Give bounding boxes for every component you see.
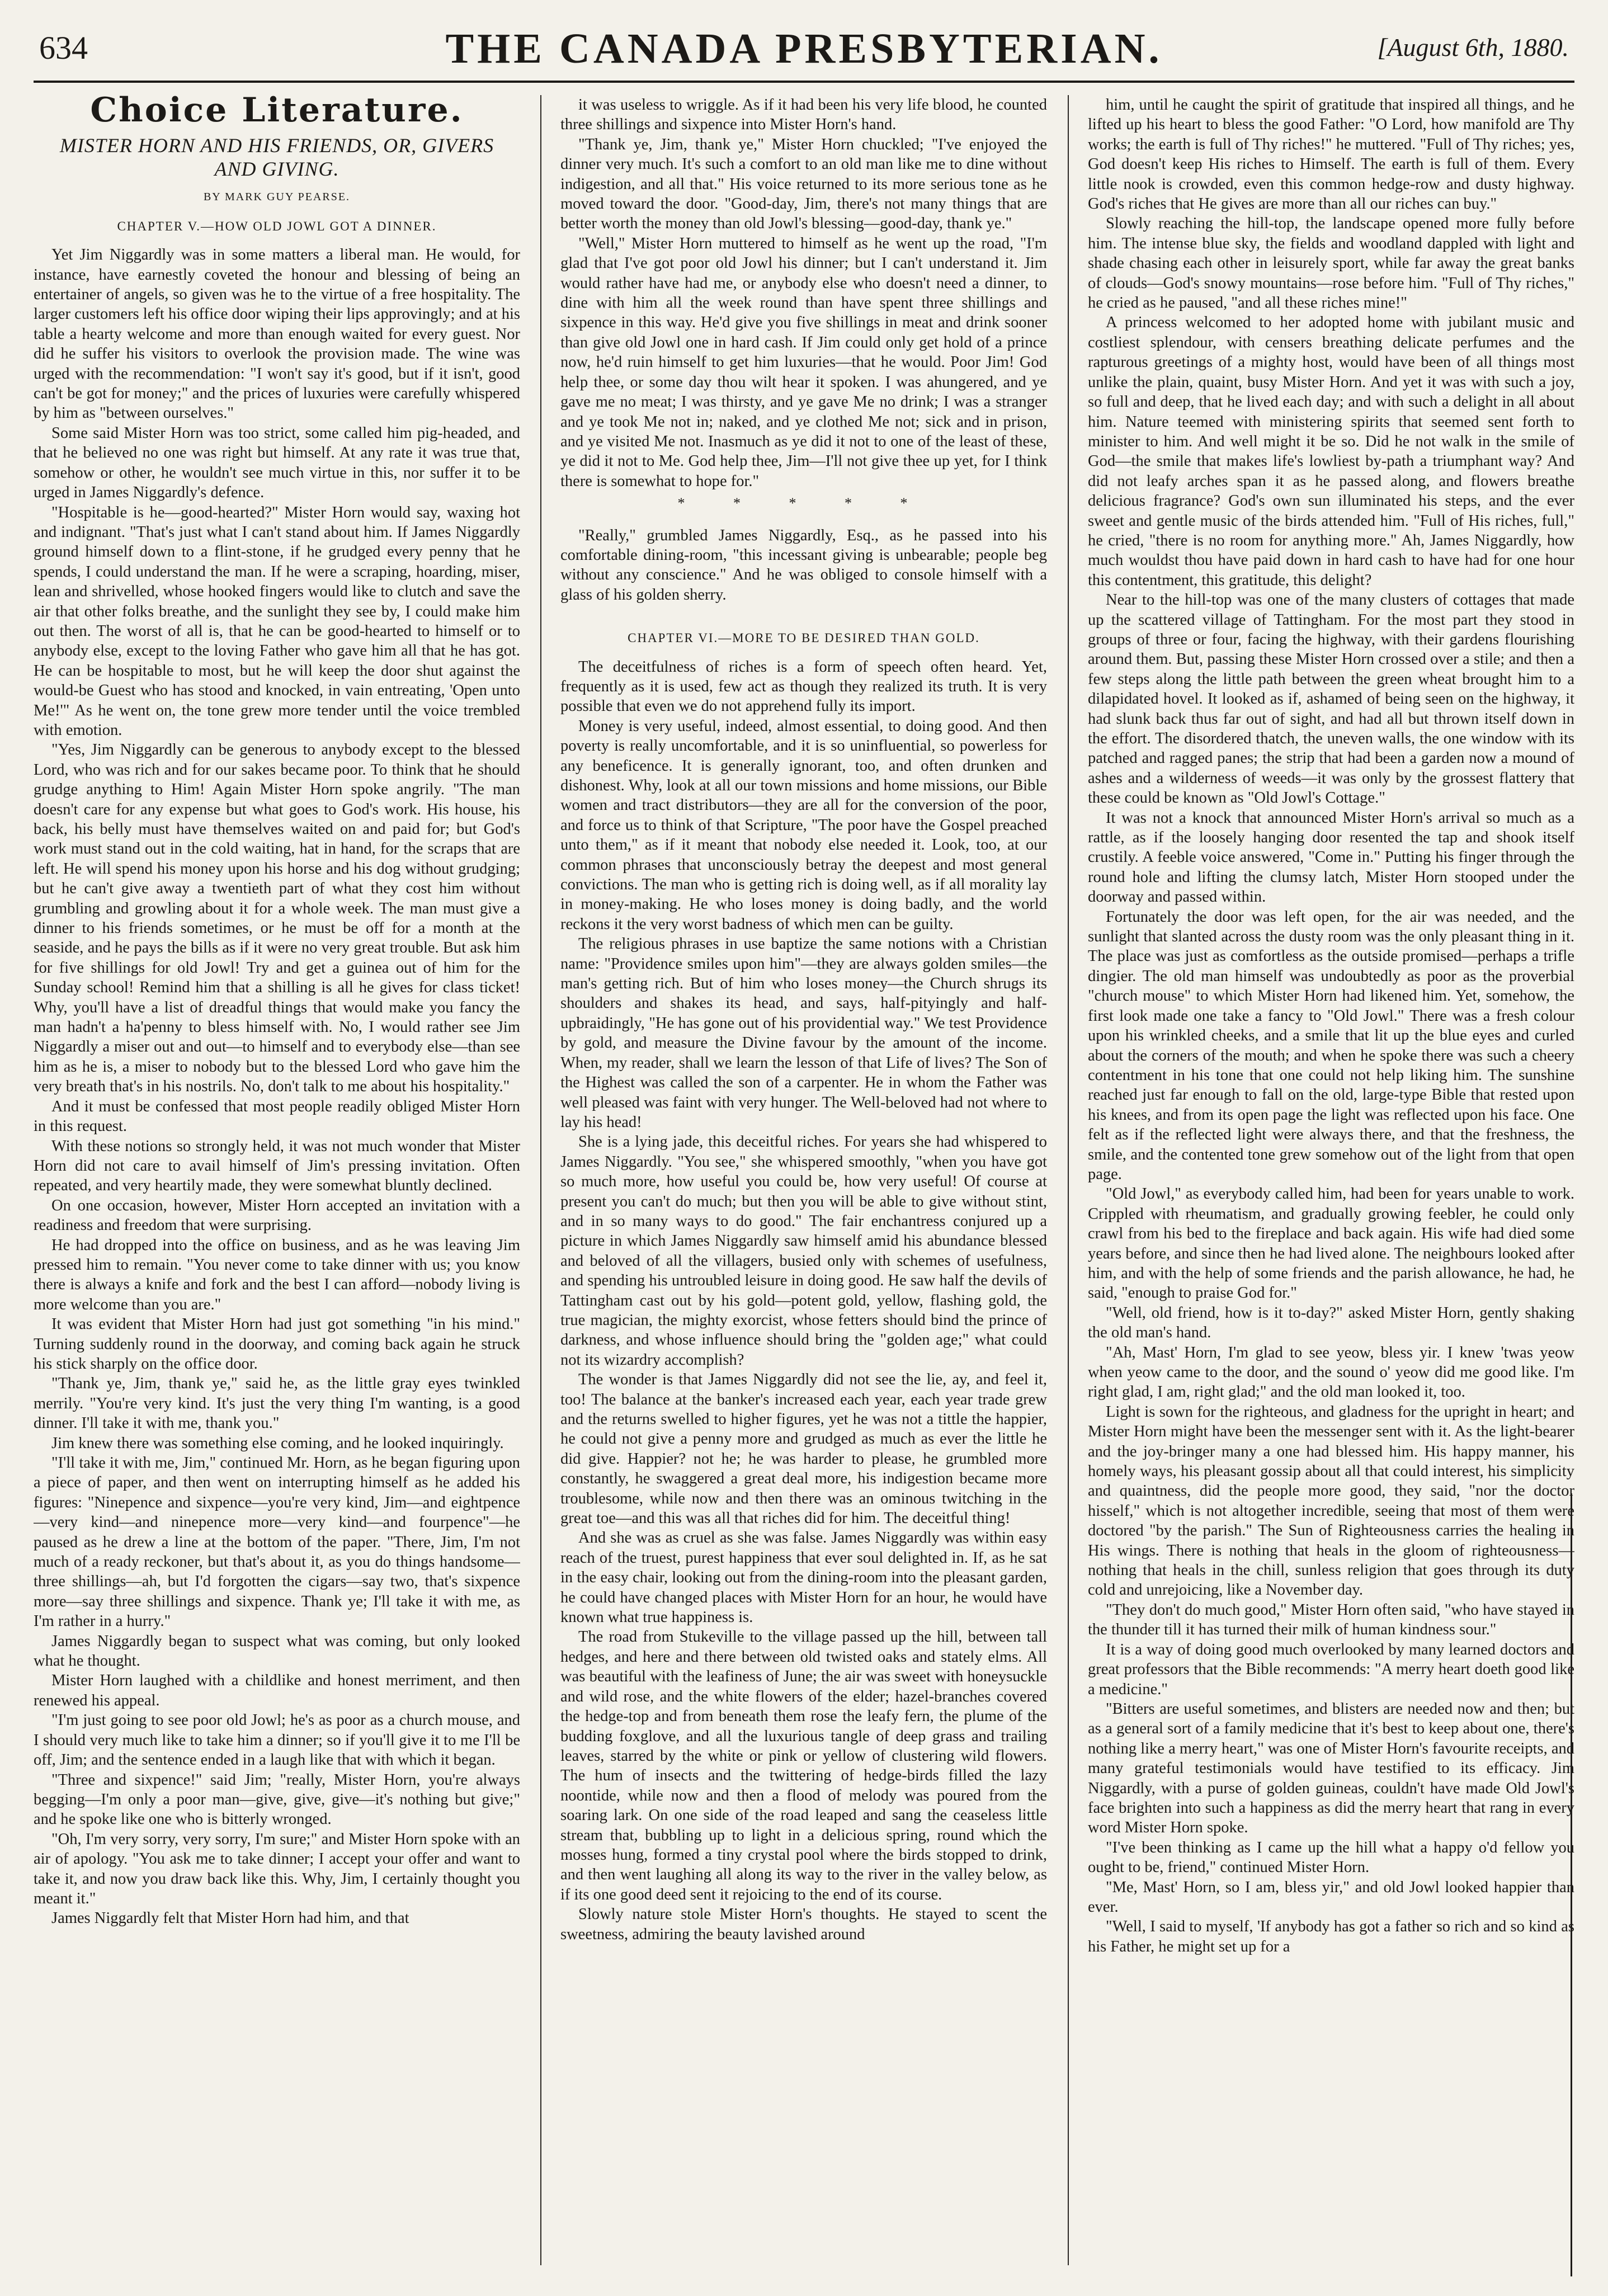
- paragraph: "Three and sixpence!" said Jim; "really, Mister Horn, you're always begging—I'm only a poor man—give, give, give—it's nothing but give;" and he spoke like one who is bitterly wronged.: [34, 1771, 520, 1828]
- paragraph: She is a lying jade, this deceitful riches. For years she had whispered to James Niggardly. "You see," she whispered smoothly, "when you have got so much more, how useful you could be, how very useful! Of course at present you can't do much; but then you will be able to give without stint, and in so many ways to do good." The fair enchantress conjured up a picture in which James Niggardly saw himself amid his abundance blessed and beloved of all the villagers, busied only with schemes of usefulness, and spending his untroubled leisure in doing good. He saw half the devils of Tattingham cast out by his gold—potent gold, yellow, flashing gold, the true magician, the mighty exorcist, whose fetters should bind the prince of darkness, and whose influence should bring the "golden age;" what could not its wizardry accomplish?: [560, 1133, 1047, 1369]
- story-title: MISTER HORN AND HIS FRIENDS, OR, GIVERS AND GIVING.: [59, 134, 494, 181]
- paragraph: On one occasion, however, Mister Horn accepted an invitation with a readiness and freedom that were surprising.: [34, 1196, 520, 1234]
- paragraph: The religious phrases in use baptize the same notions with a Christian name: "Providence smiles upon him"—they are always golden smiles—the man's getting rich. But of him who loses money—the Church shrugs its shoulders and shakes its head, and says, half-pityingly and half-upbraidingly, "He has gone out of his providential way." We test Providence by gold, and measure the Divine favour by the amount of the income. When, my reader, shall we learn the lesson of that Life of lives? The Son of the Highest was called the son of a carpenter. He in whom the Father was well pleased was faint with very hunger. The Well-beloved had not where to lay his head!: [560, 935, 1047, 1131]
- paragraph: "I've been thinking as I came up the hill what a happy o'd fellow you ought to be, friend," continued Mister Horn.: [1088, 1838, 1574, 1877]
- paragraph: "I'll take it with me, Jim," continued Mr. Horn, as he began figuring upon a piece of paper, and then went on interrupting himself as he added his figures: "Ninepence and sixpence—you're very kind, Jim—and eightpence—very kind—and ninepence more—very kind—and fourpence"—he paused as he drew a line at the bottom of the paper. "There, Jim, I'm not much of a ready reckoner, but that's about it, as you do things handsome—three shillings—ah, but I'd forgotten the cigars—say two, that's sixpence more—say three shillings and sixpence. Thank ye; I'll take it with me, as I'm rather in a hurry.": [34, 1454, 520, 1630]
- paragraph: "Yes, Jim Niggardly can be generous to anybody except to the blessed Lord, who was rich and for our sakes became poor. To think that he should grudge anything to Him! Again Mister Horn spoke angrily. "The man doesn't care for any expense but what goes to God's work. His house, his back, his belly must have themselves waited on and paid for; but God's work must stand out in the cold waiting, hat in hand, for the scraps that are left. He will spend his money upon his horse and his dog without grudging; but he can't give away a twentieth part of what they cost him without grumbling and growling about it for a whole week. The man must give a dinner to his friends sometimes, or he must be off for a month at the seaside, and he pays the bills as if it were no very great trouble. But ask him for five shillings for old Jowl! Try and get a guinea out of him for the Sunday school! Remind him that a shilling is all he gives for class ticket! Why, you'll have a list of dreadful things that would make you fancy the man hadn't a ha'penny to bless himself with. No, I would rather see Jim Niggardly a miser out and out—to himself and to everybody else—than see him as he is, a miser to nobody but to the blessed Lord who gave him the very breath that's in his nostrils. No, don't talk to me about his hospitality.": [34, 741, 520, 1096]
- paragraph: Money is very useful, indeed, almost essential, to doing good. And then poverty is really uncomfortable, and it is so uninfluential, so powerless for any beneficence. It is generally ignorant, too, and often drunken and dishonest. Why, look at all our town missions and home missions, our Bible women and tract distributors—they are all for the conversion of the poor, and force us to think of that Scripture, "The poor have the Gospel preached unto them," as if it meant that nobody else needed it. Look, too, at our common phrases that unconsciously betray the deepest and most general convictions. The man who is getting rich is doing well, as if all morality lay in money-making. He who loses money is doing badly, and the world reckons it the very worst badness of which men can be guilty.: [560, 717, 1047, 933]
- paragraph: Slowly reaching the hill-top, the landscape opened more fully before him. The intense blue sky, the fields and woodland dappled with light and shade chasing each other in leisurely sport, while far away the great banks of clouds—God's snowy mountains—rose before him. "Full of Thy riches," he cried as he paused, "and all these riches mine!": [1088, 215, 1574, 312]
- paragraph: James Niggardly felt that Mister Horn had him, and that: [51, 1910, 409, 1927]
- column-2: [560, 95, 1047, 2276]
- paragraph: "Bitters are useful sometimes, and blisters are needed now and then; but as a general sort of a family medicine that it's best to keep about one, there's nothing like a merry heart," was one of Mister Horn's favourite receipts, and many grateful testimonials would have testified to its efficacy. Jim Niggardly, with a purse of golden guineas, couldn't have made Old Jowl's face brighten into such a happiness as did the merry heart that rang in every word Mister Horn spoke.: [1088, 1700, 1574, 1837]
- newspaper-title: THE CANADA PRESBYTERIAN.: [445, 25, 1163, 72]
- paragraph: Slowly nature stole Mister Horn's thoughts. He stayed to scent the sweetness, admiring the beauty lavished around: [560, 1906, 1047, 1943]
- paragraph: And it must be confessed that most people readily obliged Mister Horn in this request.: [34, 1097, 520, 1135]
- paragraph: Near to the hill-top was one of the many clusters of cottages that made up the scattered village of Tattingham. For the most part they stood in groups of three or four, facing the highway, with their gardens flourishing around them. But, passing these Mister Horn crossed over a stile; and then a few steps along the little path between the green wheat brought him to a dilapidated hovel. It looked as if, ashamed of being seen on the highway, it had slunk back thus far out of sight, and had all but thrown itself down in the effort. The disordered thatch, the uneven walls, the one window with its patched and ragged panes; the strip that had been a garden now a mound of ashes and a wilderness of weeds—it was only by the grossest flattery that these could be known as "Old Jowl's Cottage.": [1088, 591, 1574, 807]
- paragraph: It is a way of doing good much overlooked by many learned doctors and great professors that the Bible recommends: "A merry heart doeth good like a medicine.": [1088, 1640, 1574, 1698]
- column-divider: [540, 95, 541, 2265]
- paragraph: "Well, old friend, how is it to-day?" asked Mister Horn, gently shaking the old man's hand.: [1088, 1304, 1574, 1342]
- paragraph: Some said Mister Horn was too strict, some called him pig-headed, and that he believed no one was right but himself. At any rate it was true that, somehow or other, he wouldn't see much virtue in this, nor suffer it to be urged in James Niggardly's defence.: [34, 424, 520, 502]
- page-header: [34, 22, 1574, 78]
- paragraph: The wonder is that James Niggardly did not see the lie, ay, and feel it, too! The balance at the banker's increased each year, each year trade grew and the returns swelled to higher figures, yet he was not a tittle the happier, he could not give a penny more and grudged as much as ever the little he did give. Happier? not he; he was harder to please, he grumbled more constantly, he swaggered a great deal more, his indigestion became more troublesome, while now and then there was an ominous twitching in the great toe—and this was all that riches did for him. The deceitful thing!: [560, 1371, 1047, 1527]
- paragraph: And she was as cruel as she was false. James Niggardly was within easy reach of the truest, purest happiness that ever soul delighted in. If, as he sat in the easy chair, looking out from the dining-room into the pleasant garden, he could have changed places with Mister Horn for an hour, he would have known what true happiness is.: [560, 1529, 1047, 1626]
- column-divider: [1068, 95, 1069, 2265]
- paragraph: "Hospitable is he—good-hearted?" Mister Horn would say, waxing hot and indignant. "That's just what I can't stand about him. If James Niggardly ground himself down to a flint-stone, if he grudged every penny that he spends, I could understand the man. If he were a scraping, hoarding, miser, lean and shrivelled, whose hooked fingers would like to clutch and save the air that other folks breathe, and the sunlight they see by, I could make him out then. The worst of all is, that he can be good-hearted to himself or to anybody else, except to the loving Father who gave him all that he has got. He can be hospitable to most, but he will keep the door shut against the would-be Guest who has stood and knocked, in vain entreating, 'Open unto Me!'" As he went on, the tone grew more tender until the voice trembled with emotion.: [34, 503, 520, 739]
- paragraph: Light is sown for the righteous, and gladness for the upright in heart; and Mister Horn might have been the messenger sent with it. As the light-bearer and the joy-bringer many a one had blessed him. His happy manner, his homely ways, his pleasant gossip about all that could interest, his simplicity and quaintness, did the people more good, they said, "nor the doctor hisself," which is not altogether incredible, seeing that most of them were doctored "by the parish." The Sun of Righteousness carries the healing in His wings. There is nothing that heals in the gloom of righteousness—nothing that heals in the chill, sunless religion that goes through its duty cold and unrejoicing, like a November day.: [1088, 1403, 1574, 1599]
- paragraph: The deceitfulness of riches is a form of speech often heard. Yet, frequently as it is used, few act as though they realized its truth. It is very possible that even we do not apprehend fully its import.: [560, 658, 1047, 715]
- paragraph: it was useless to wriggle. As if it had been his very life blood, he counted three shillings and sixpence into Mister Horn's hand.: [560, 96, 1047, 134]
- paragraph: "Thank ye, Jim, thank ye," Mister Horn chuckled; "I've enjoyed the dinner very much. It's such a comfort to an old man like me to dine without indigestion, and all that." His voice returned to its more serious tone as he moved toward the door. "Good-day, Jim, there's not many things that are better worth the money than old Jowl's blessing—good-day, thank ye.": [560, 135, 1047, 233]
- paragraph: "Well," Mister Horn muttered to himself as he went up the road, "I'm glad that I've got poor old Jowl his dinner; but I can't understand it. Jim would rather have had me, or anybody else who doesn't need a dinner, to dine with him all the week round than have spent three shillings and sixpence in this way. He'd give you five shillings in meat and drink sooner than give old Jowl one in hard cash. If Jim could only get hold of a prince now, he'd ruin himself to get him luxuries—that he would. Poor Jim! God help thee, or some day thou wilt hear it spoken. I was ahungered, and ye gave me no meat; I was thirsty, and ye gave Me no drink; I was a stranger and ye took Me not in; naked, and ye clothed Me not; sick and in prison, and ye visited Me not. Inasmuch as ye did it not to one of the least of these, ye did it not to Me. God help thee, Jim—I'll not give thee up yet, for I think there is somewhat to hope for.": [560, 234, 1047, 490]
- newspaper-page: [34, 22, 1574, 2276]
- article-body: [560, 657, 1047, 1944]
- paragraph: "I'm just going to see poor old Jowl; he's as poor as a church mouse, and I should very much like to take him a dinner; so if you'll give it to me I'll be off, Jim; and the sentence ended in a laugh like that with which it began.: [34, 1712, 520, 1769]
- article-body: [560, 526, 1047, 605]
- section-break-stars: * * * * *: [677, 495, 930, 512]
- paragraph: "Me, Mast' Horn, so I am, bless yir," and old Jowl looked happier than ever.: [1088, 1878, 1574, 1916]
- article-body: [560, 95, 1047, 491]
- paragraph: Yet Jim Niggardly was in some matters a liberal man. He would, for instance, have earnestly coveted the honour and blessing of being an entertainer of angels, so given was he to the virtue of a free hospitality. The larger customers left his office door wiping their lips approvingly; and at his table a hearty welcome and more than enough waited for every guest. Nor did he suffer his visitors to overlook the provision made. The wine was urged with the recommendation: "I won't say it's good, but if it isn't, good can't be got for money;" and the prices of luxuries were carefully whispered by him as "between ourselves.": [34, 246, 520, 422]
- margin-rule: [1571, 1493, 1572, 2276]
- paragraph: "Old Jowl," as everybody called him, had been for years unable to work. Crippled with rheumatism, and gradually growing feebler, he could only crawl from his bed to the fireplace and back again. His wife had died some years before, and since then he had lived alone. The neighbours looked after him, and with the help of some friends and the parish allowance, he had, he said, "enough to praise God for.": [1088, 1185, 1574, 1302]
- paragraph: A princess welcomed to her adopted home with jubilant music and costliest splendour, with censers breathing delicate perfumes and the rapturous greetings of a mighty host, would have been of all things most unlike the plain, quaint, busy Mister Horn. And yet it was with such a joy, so full and deep, that he lived each day; and with such a delight in all about him. Nature teemed with ministering spirits that seemed sent forth to minister to him. And well might it be so. Did he not walk in the smile of God—the smile that makes life's lowliest by-path a triumphant way? And did not leafy arches span it as he passed along, and flowers breathe delicious fragrance? God's own sun illuminated his steps, and the ever sweet and gentle music of the birds attended him. "Full of His riches, full," he cried, "there is no room for anything more." Ah, James Niggardly, how much wouldst thou have paid down in hard cash to have had for one hour this contentment, this gratitude, this delight?: [1088, 314, 1574, 589]
- paragraph: him, until he caught the spirit of gratitude that inspired all things, and he lifted up his heart to bless the good Father: "O Lord, how manifold are Thy works; the earth is full of Thy riches!" he muttered. "Full of Thy riches; yes, God doesn't keep His riches to Himself. The earth is full of them. Every little nook is crowded, even this common hedge-row and dusty highway. God's riches that He gives are more than all our riches can buy.": [1088, 96, 1574, 213]
- columns: [34, 95, 1574, 2276]
- paragraph: It was evident that Mister Horn had just got something "in his mind." Turning suddenly round in the doorway, and coming back again he struck his stick sharply on the office door.: [34, 1316, 520, 1373]
- paragraph: James Niggardly began to suspect what was coming, but only looked what he thought.: [34, 1632, 520, 1670]
- issue-date: [August 6th, 1880.: [1377, 33, 1569, 62]
- paragraph: The road from Stukeville to the village passed up the hill, between tall hedges, and here and there between old twisted oaks and stately elms. All was beautiful with the leafiness of June; the air was sweet with honeysuckle and wild rose, and the white flowers of the elder; hazel-branches covered the hedge-top and from beneath them rose the leafy fern, the plume of the budding foxglove, and all the luxurious tangle of deep grass and trailing leaves, starred by the white or pink or yellow of clustering wild flowers. The hum of insects and the twittering of hedge-birds filled the lazy noontide, while now and then a flood of melody was poured from the soaring lark. On one side of the road leaped and sang the ceaseless little stream that, bubbling up to light in a delicious spring, round which the mosses hung, formed a tiny crystal pool where the birds stopped to drink, and then went laughing all along its way to the river in the valley below, as if its one good deed sent it rejoicing to the end of its course.: [560, 1628, 1047, 1903]
- column-3: [1088, 95, 1574, 2276]
- paragraph: "Really," grumbled James Niggardly, Esq., as he passed into his comfortable dining-room, "this incessant giving is unbearable; people beg without any conscience." And he was obliged to console himself with a glass of his golden sherry.: [560, 526, 1047, 604]
- paragraph: "Well, I said to myself, 'If anybody has got a father so rich and so kind as his Father, he might set up for a: [1088, 1918, 1574, 1955]
- column-1: [34, 95, 520, 2276]
- paragraph: "Thank ye, Jim, thank ye," said he, as the little gray eyes twinkled merrily. "You're very kind. It's just the very thing I'm wanting, is a good dinner. I'll take it with me, thank you.": [34, 1375, 520, 1432]
- header-rule: [34, 81, 1574, 83]
- paragraph: "Oh, I'm very sorry, very sorry, I'm sure;" and Mister Horn spoke with an air of apology. "You ask me to take dinner; I accept your offer and want to take it, and now you draw back like this. Why, Jim, I certainly thought you meant it.": [34, 1830, 520, 1907]
- paragraph: With these notions so strongly held, it was not much wonder that Mister Horn did not care to avail himself of Jim's pressing invitation. Often repeated, and very heartily made, they were somewhat bluntly declined.: [34, 1137, 520, 1195]
- article-body: [1088, 95, 1574, 1956]
- paragraph: Fortunately the door was left open, for the air was needed, and the sunlight that slanted across the dusty room was the only pleasant thing in it. The place was just as comfortless as the outside promised—perhaps a trifle dingier. The old man himself was undoubtedly as poor as the proverbial "church mouse" to which Mister Horn had likened him. Yet, somehow, the first look made one take a fancy to "Old Jowl." There was a fresh colour upon his wrinkled cheeks, and a smile that lit up the blue eyes and curled about the corners of the mouth; and when he spoke there was such a cheery contentment in his tone that one could not help liking him. The sunshine reached just far enough to fall on the old, large-type Bible that rested upon his knees, and from its open page the light was reflected upon his face. One felt as if the reflected light were always there, and that the freshness, the smile, and the contented tone grew somehow out of the light from that open page.: [1088, 908, 1574, 1183]
- page-number: 634: [39, 30, 88, 66]
- paragraph: "Ah, Mast' Horn, I'm glad to see yeow, bless yir. I knew 'twas yeow when yeow came to the door, and the sound o' yeow did me good like. I'm right glad, I am, right glad;" and the old man looked it, too.: [1088, 1343, 1574, 1401]
- byline: BY MARK GUY PEARSE.: [203, 191, 351, 204]
- paragraph: He had dropped into the office on business, and as he was leaving Jim pressed him to remain. "You never come to take dinner with us; you know there is always a knife and fork and the best I can afford—nobody living is more welcome than you are.": [34, 1236, 520, 1313]
- paragraph: Mister Horn laughed with a childlike and honest merriment, and then renewed his appeal.: [34, 1672, 520, 1709]
- article-body: [34, 245, 520, 1929]
- chapter-heading: CHAPTER V.—HOW OLD JOWL GOT A DINNER.: [117, 219, 437, 233]
- paragraph: "They don't do much good," Mister Horn often said, "who have stayed in the thunder till it has turned their milk of human kindness sour.": [1088, 1601, 1574, 1639]
- chapter-heading: CHAPTER VI.—MORE TO BE DESIRED THAN GOLD.: [628, 631, 980, 645]
- section-heading: Choice Literature.: [90, 95, 464, 130]
- paragraph: Jim knew there was something else coming, and he looked inquiringly.: [51, 1434, 504, 1452]
- paragraph: It was not a knock that announced Mister Horn's arrival so much as a rattle, as if the loosely hanging door resented the tap and shook itself crustily. A feeble voice answered, "Come in." Putting his finger through the round hole and lifting the clumsy latch, Mister Horn stooped under the doorway and passed within.: [1088, 809, 1574, 906]
